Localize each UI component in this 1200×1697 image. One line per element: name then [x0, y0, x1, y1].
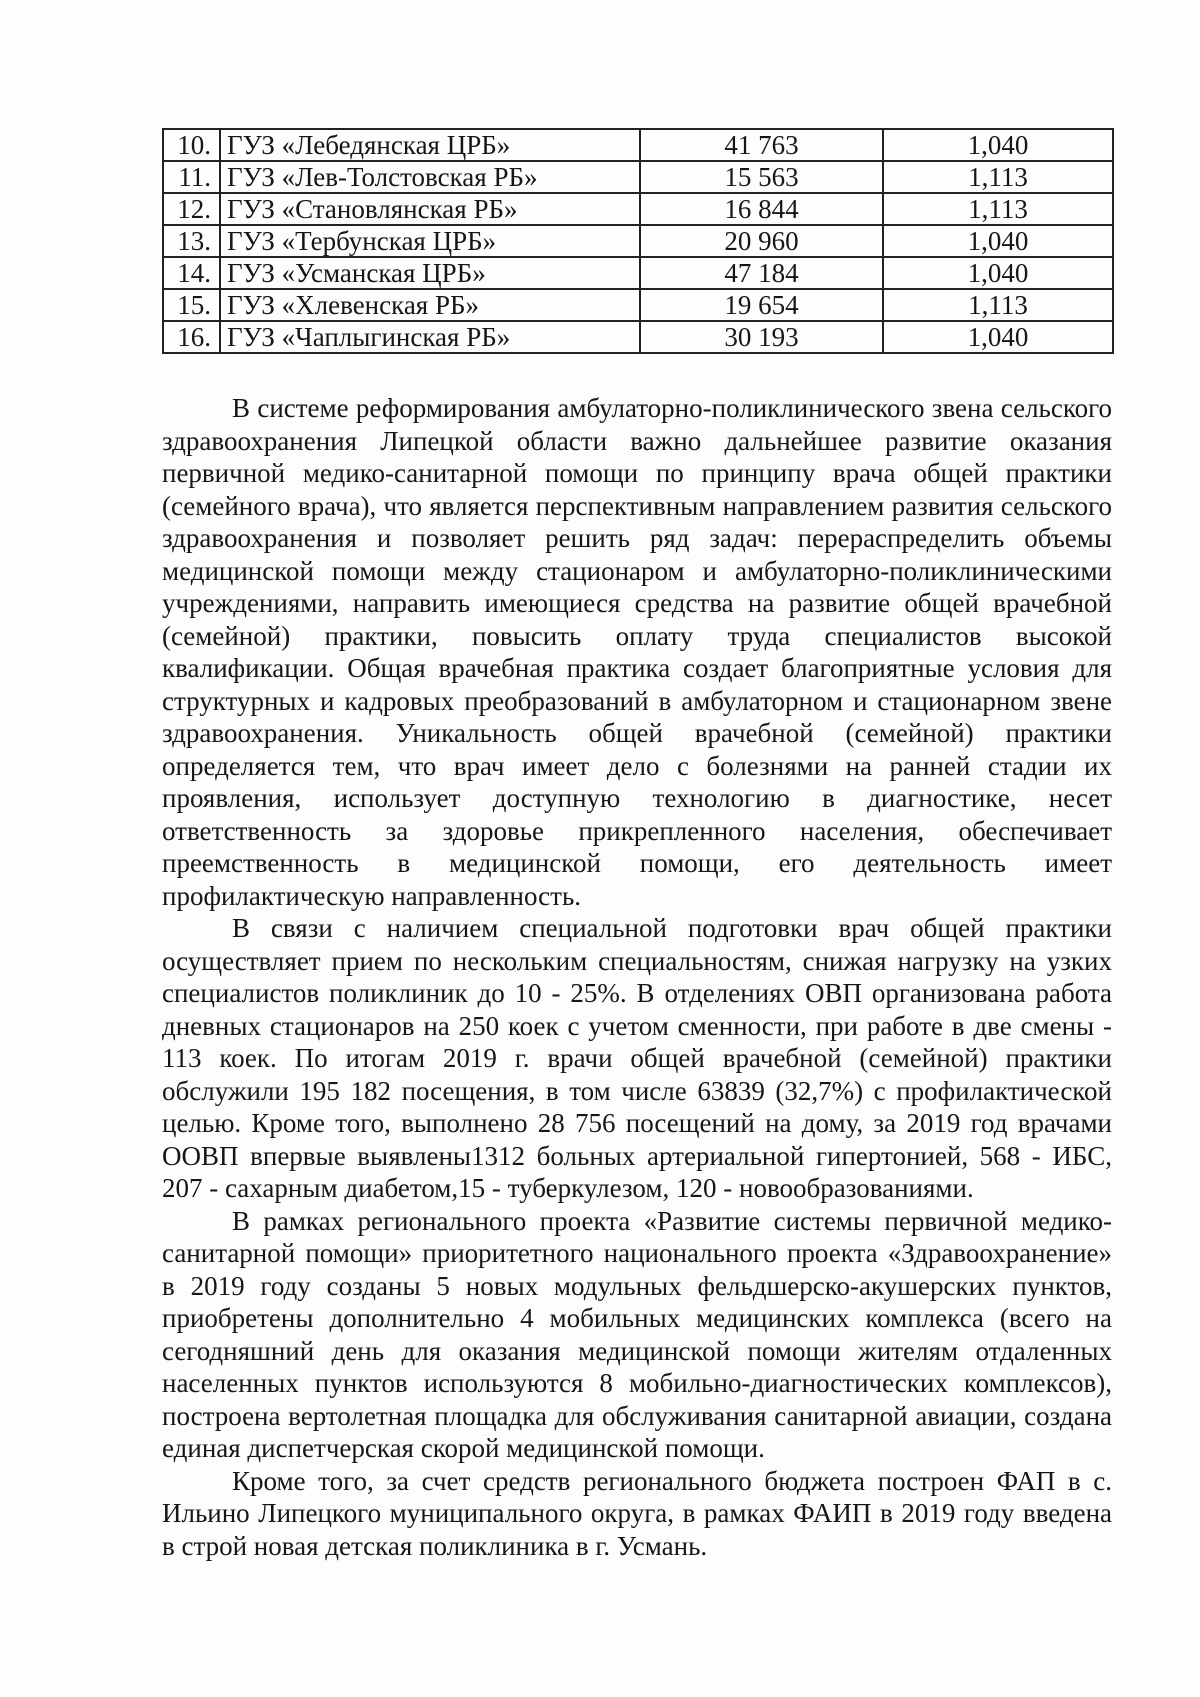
- population-value: 41 763: [640, 129, 883, 161]
- row-number: 14.: [163, 257, 220, 289]
- institution-name: ГУЗ «Усманская ЦРБ»: [220, 257, 640, 289]
- row-number: 15.: [163, 289, 220, 321]
- row-number: 10.: [163, 129, 220, 161]
- row-number: 16.: [163, 321, 220, 353]
- institution-name: ГУЗ «Хлевенская РБ»: [220, 289, 640, 321]
- institution-name: ГУЗ «Тербунская ЦРБ»: [220, 225, 640, 257]
- institution-name: ГУЗ «Чаплыгинская РБ»: [220, 321, 640, 353]
- coefficient-value: 1,113: [883, 289, 1113, 321]
- institution-name: ГУЗ «Лебедянская ЦРБ»: [220, 129, 640, 161]
- coefficient-value: 1,113: [883, 193, 1113, 225]
- institution-name: ГУЗ «Становлянская РБ»: [220, 193, 640, 225]
- population-value: 47 184: [640, 257, 883, 289]
- paragraph-training: В связи с наличием специальной подготовки врач общей практики осуществляет прием по нескольким специальностям, снижая нагрузку на узких специалистов поликлиник до 10 - 25%. В отделениях ОВП организована работа дневных стационаров на 250 коек с учетом сменности, при работе в две смены - 113 коек. По итогам 2019 г. врачи общей врачебной (семейной) практики обслужили 195 182 посещения, в том числе 63839 (32,7%) с профилактической целью. Кроме того, выполнено 28 756 посещений на дому, за 2019 год врачами ООВП впервые выявлены1312 больных артериальной гипертонией, 568 - ИБС, 207 - сахарным диабетом,15 - туберкулезом, 120 - новообразованиями.: [162, 913, 1112, 1203]
- population-value: 30 193: [640, 321, 883, 353]
- population-value: 15 563: [640, 161, 883, 193]
- table-row: [163, 225, 1113, 257]
- coefficient-value: 1,040: [883, 225, 1113, 257]
- coefficient-value: 1,113: [883, 161, 1113, 193]
- table-row: [163, 321, 1113, 353]
- coefficient-value: 1,040: [883, 257, 1113, 289]
- table-row: [163, 257, 1113, 289]
- population-value: 19 654: [640, 289, 883, 321]
- row-number: 12.: [163, 193, 220, 225]
- table-row: [163, 161, 1113, 193]
- coefficient-value: 1,040: [883, 321, 1113, 353]
- document-text: [162, 392, 1112, 1562]
- institution-name: ГУЗ «Лев-Толстовская РБ»: [220, 161, 640, 193]
- paragraph-budget: Кроме того, за счет средств регионального бюджета построен ФАП в с. Ильино Липецкого муниципального округа, в рамках ФАИП в 2019 году введена в строй новая детская поликлиника в г. Усмань.: [162, 1465, 1112, 1561]
- coefficient-value: 1,040: [883, 129, 1113, 161]
- table-row: [163, 289, 1113, 321]
- table-row: [163, 129, 1113, 161]
- hospital-table-body: [163, 129, 1113, 353]
- population-value: 20 960: [640, 225, 883, 257]
- row-number: 11.: [163, 161, 220, 193]
- table-row: [163, 193, 1113, 225]
- paragraph-regional-project: В рамках регионального проекта «Развитие системы первичной медико-санитарной помощи» приоритетного национального проекта «Здравоохранение» в 2019 году созданы 5 новых модульных фельдшерско-акушерских пунктов, приобретены дополнительно 4 мобильных медицинских комплекса (всего на сегодняшний день для оказания медицинской помощи жителям отдаленных населенных пунктов используются 8 мобильно-диагностических комплексов), построена вертолетная площадка для обслуживания санитарной авиации, создана единая диспетчерская скорой медицинской помощи.: [162, 1205, 1112, 1463]
- population-value: 16 844: [640, 193, 883, 225]
- row-number: 13.: [163, 225, 220, 257]
- paragraph-reform: В системе реформирования амбулаторно-поликлинического звена сельского здравоохранения Липецкой области важно дальнейшее развитие оказания первичной медико-санитарной помощи по принципу врача общей практики (семейного врача), что является перспективным направлением развития сельского здравоохранения и позволяет решить ряд задач: перераспределить объемы медицинской помощи между стационаром и амбулаторно-поликлиническими учреждениями, направить имеющиеся средства на развитие общей врачебной (семейной) практики, повысить оплату труда специалистов высокой квалификации. Общая врачебная практика создает благоприятные условия для структурных и кадровых преобразований в амбулаторном и стационарном звене здравоохранения. Уникальность общей врачебной (семейной) практики определяется тем, что врач имеет дело с болезнями на ранней стадии их проявления, использует доступную технологию в диагностике, несет ответственность за здоровье прикрепленного населения, обеспечивает преемственность в медицинской помощи, его деятельность имеет профилактическую направленность.: [162, 393, 1112, 911]
- hospital-table: [162, 128, 1114, 354]
